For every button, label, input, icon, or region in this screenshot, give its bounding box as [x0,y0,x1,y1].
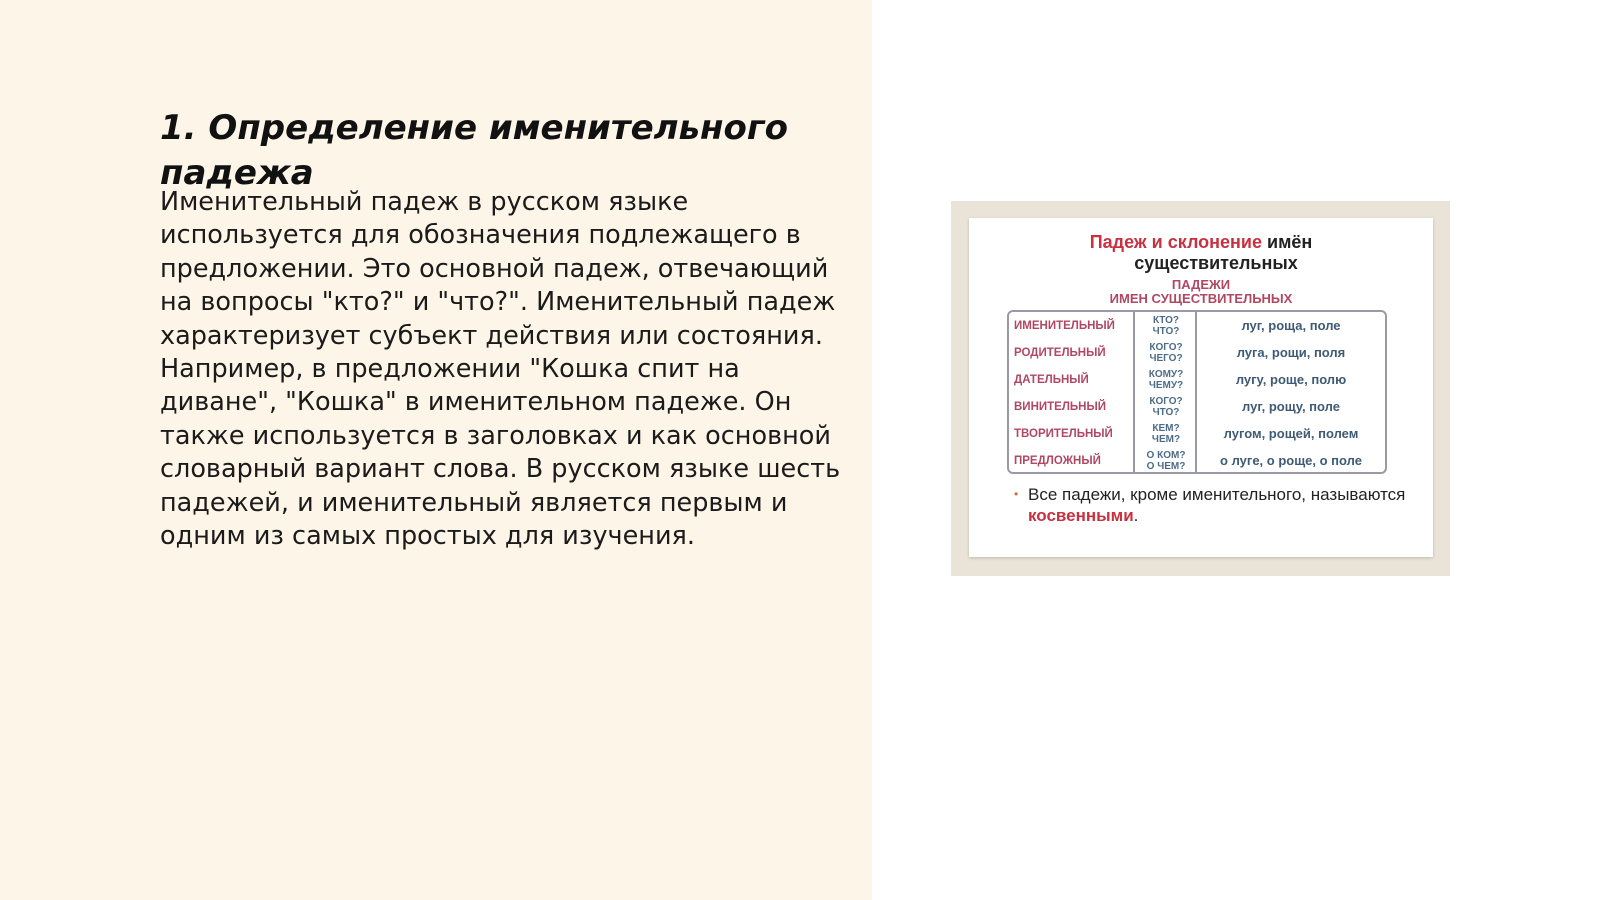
case-example: о луге, о роще, о поле [1220,453,1362,468]
case-example: лугу, роще, полю [1235,372,1347,387]
card-title-part-2: существительных [1134,253,1298,273]
case-name: ИМЕНИТЕЛЬНЫЙ [1014,319,1115,332]
note-start: Все падежи, кроме именительного, называются [1028,485,1406,504]
case-question: КОГО? ЧЕГО? [1149,341,1183,364]
card-subtitle [969,278,1433,306]
case-question: КТО? ЧТО? [1152,314,1180,337]
note-red: косвенными [1028,506,1134,525]
bullet-icon: • [1014,487,1019,501]
case-table [1007,310,1387,474]
case-example: луга, рощи, поля [1236,345,1346,360]
case-question: КОГО? ЧТО? [1149,395,1183,418]
slide-title: 1. Определение именительного падежа [160,108,789,193]
table-row [1009,339,1385,366]
card-title [969,232,1433,274]
slide-body-text: Именительный падеж в русском языке используется для обозначения подлежащего в предложении. Это основной падеж, отвечающий на вопросы "кто?" и "что?". Именительный падеж характеризует субъект действия или состояния. Например, в предложении "Кошка спит на диване", "Кошка" в именительном падеже. Он также используется в заголовках и как основной словарный вариант слова. В русском языке шесть падежей, и именительный является первым и одним из самых простых для изучения. [160,187,841,552]
case-example: лугом, рощей, полем [1223,426,1359,441]
card-title-red: Падеж и склонение [1089,232,1262,252]
case-name: ДАТЕЛЬНЫЙ [1014,373,1089,386]
card-subtitle-line-2: ИМЕН СУЩЕСТВИТЕЛЬНЫХ [1109,291,1293,306]
table-row [1009,447,1385,474]
case-question: О КОМ? О ЧЕМ? [1146,449,1186,472]
case-question: КЕМ? ЧЕМ? [1151,422,1181,445]
table-row [1009,366,1385,393]
table-row [1009,312,1385,339]
case-example: луг, роща, поле [1241,318,1341,333]
case-name: ПРЕДЛОЖНЫЙ [1014,454,1101,467]
case-name: ВИНИТЕЛЬНЫЙ [1014,400,1106,413]
case-example: луг, рощу, поле [1242,399,1340,414]
card-note-text [1014,484,1424,526]
table-row [1009,393,1385,420]
case-chart-image [951,201,1450,576]
case-name: РОДИТЕЛЬНЫЙ [1014,346,1106,359]
card-note [1014,484,1424,526]
case-chart-card [969,218,1433,557]
case-question: КОМУ? ЧЕМУ? [1148,368,1184,391]
case-name: ТВОРИТЕЛЬНЫЙ [1014,427,1113,440]
card-subtitle-line-1: ПАДЕЖИ [1171,277,1231,292]
card-title-part-1: имён [1267,232,1313,252]
table-row [1009,420,1385,447]
note-end: . [1133,506,1139,525]
